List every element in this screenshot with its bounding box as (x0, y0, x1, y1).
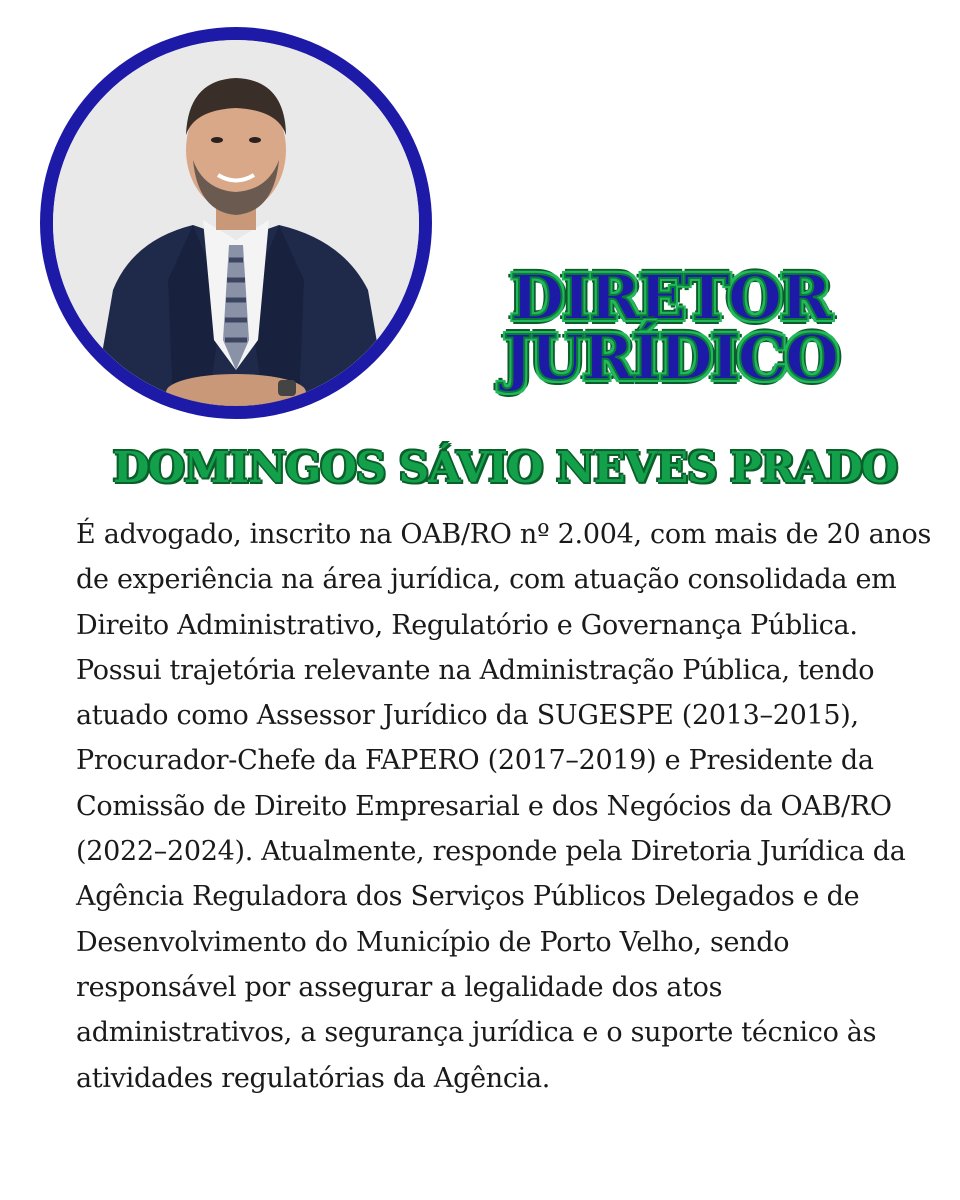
bio-paragraph-1: É advogado, inscrito na OAB/RO nº 2.004, com mais de 20 anos de experiência na área jurídica, com atuação consolidada em Direito Administrativo, Regulatório e Governança Pública. (76, 519, 932, 641)
biography (76, 512, 936, 1101)
person-name: DOMINGOS SÁVIO NEVES PRADO (112, 443, 898, 492)
role-title-line1: DIRETOR (510, 261, 830, 334)
portrait-photo (53, 40, 419, 406)
role-title (470, 261, 870, 394)
role-title-line2: JURÍDICO (502, 321, 838, 394)
portrait-illustration (53, 40, 419, 406)
bio-paragraph-2: Possui trajetória relevante na Administração Pública, tendo atuado como Assessor Jurídico da SUGESPE (2013–2015), Procurador-Chefe da FAPERO (2017–2019) e Presidente da Comissão de Direito Empresarial e dos Negócios da OAB/RO (2022–2024). Atualmente, responde pela Diretoria Jurídica da Agência Reguladora dos Serviços Públicos Delegados e de Desenvolvimento do Município de Porto Velho, sendo responsável por assegurar a legalidade dos atos administrativos, a segurança jurídica e o suporte técnico às atividades regulatórias da Agência. (76, 654, 906, 1094)
portrait-frame (40, 27, 432, 419)
